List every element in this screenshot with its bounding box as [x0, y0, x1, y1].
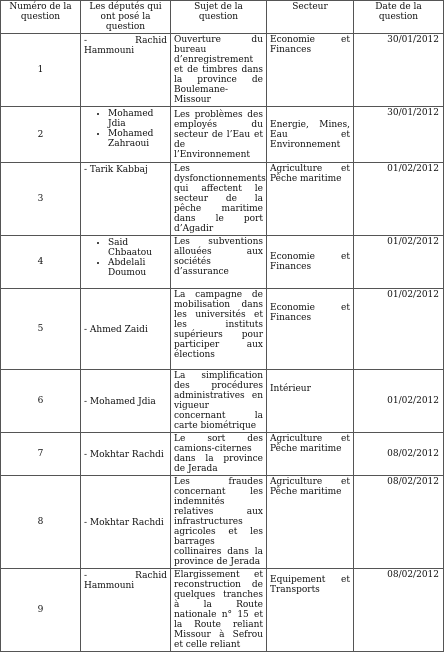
deputes-cell — [81, 34, 171, 107]
table-row — [1, 289, 444, 370]
depute-name: - Mokhtar Rachdi — [84, 517, 164, 528]
deputes-cell — [81, 433, 171, 476]
deputes-cell — [81, 569, 171, 652]
date-cell: 01/02/2012 — [354, 289, 444, 370]
question-number: 1 — [1, 34, 81, 107]
depute-name: - Rachid Hammouni — [84, 571, 167, 591]
depute-name: • Abdelali Doumou — [108, 258, 167, 278]
depute-name: • Mohamed Zahraoui — [108, 129, 167, 149]
question-number: 8 — [1, 476, 81, 569]
header-sujet: Sujet de la question — [171, 1, 267, 34]
deputes-cell — [81, 236, 171, 289]
subject-cell: La simplification des procédures administratives en vigueur concernant la carte biométrique — [171, 370, 267, 433]
subject-cell: Les fraudes concernant les indemnités relatives aux infrastructures agricoles et les barrages collinaires dans la province de Jerada — [171, 476, 267, 569]
depute-name: - Mohamed Jdia — [84, 396, 156, 407]
table-row — [1, 34, 444, 107]
sector-cell: Economie et Finances — [267, 34, 354, 107]
sector-cell: Equipement et Transports — [267, 569, 354, 652]
table-row — [1, 476, 444, 569]
table-row — [1, 569, 444, 652]
date-cell: 30/01/2012 — [354, 34, 444, 107]
question-number: 5 — [1, 289, 81, 370]
depute-name: - Mokhtar Rachdi — [84, 449, 164, 460]
header-num: Numéro de la question — [1, 1, 81, 34]
date-cell: 08/02/2012 — [354, 433, 444, 476]
header-secteur: Secteur — [267, 1, 354, 34]
question-number: 2 — [1, 107, 81, 163]
depute-name: • Mohamed Jdia — [108, 109, 167, 129]
deputes-cell — [81, 289, 171, 370]
table-row — [1, 236, 444, 289]
subject-cell: Les dysfonctionnements qui affectent le secteur de la pêche maritime dans le port d’Agadir — [171, 163, 267, 236]
deputes-list — [84, 109, 167, 149]
deputes-cell — [81, 476, 171, 569]
sector-cell: Agriculture et Pêche maritime — [267, 433, 354, 476]
subject-cell: Elargissement et reconstruction de quelques tranches à la Route nationale n° 15 et la Route reliant Missour à Sefrou et celle reliant — [171, 569, 267, 652]
question-number: 6 — [1, 370, 81, 433]
depute-name: • Said Chbaatou — [108, 238, 167, 258]
header-deputes: Les députés qui ont posé la question — [81, 1, 171, 34]
question-number: 4 — [1, 236, 81, 289]
subject-cell: Les subventions allouées aux sociétés d’assurance — [171, 236, 267, 289]
deputes-cell — [81, 107, 171, 163]
table-row — [1, 433, 444, 476]
sector-cell: Economie et Finances — [267, 289, 354, 370]
subject-cell: Les problèmes des employés du secteur de l’Eau et de l’Environnement — [171, 107, 267, 163]
question-number: 9 — [1, 569, 81, 652]
sector-cell: Agriculture et Pêche maritime — [267, 476, 354, 569]
table-row — [1, 107, 444, 163]
date-cell: 08/02/2012 — [354, 569, 444, 652]
subject-cell: Le sort des camions-citernes dans la province de Jerada — [171, 433, 267, 476]
subject-cell: Ouverture du bureau d’enregistrement et de timbres dans la province de Boulemane-Missour — [171, 34, 267, 107]
depute-name: - Tarik Kabbaj — [84, 165, 148, 175]
depute-name: - Rachid Hammouni — [84, 36, 167, 56]
sector-cell: Intérieur — [267, 370, 354, 433]
header-row — [1, 1, 444, 34]
table-row — [1, 370, 444, 433]
sector-cell: Agriculture et Pêche maritime — [267, 163, 354, 236]
date-cell: 01/02/2012 — [354, 236, 444, 289]
deputes-cell — [81, 163, 171, 236]
date-cell: 30/01/2012 — [354, 107, 444, 163]
table-row — [1, 163, 444, 236]
depute-name: - Ahmed Zaidi — [84, 324, 148, 335]
header-date: Date de la question — [354, 1, 444, 34]
sector-cell: Economie et Finances — [267, 236, 354, 289]
date-cell: 08/02/2012 — [354, 476, 444, 569]
date-cell: 01/02/2012 — [354, 370, 444, 433]
question-number: 3 — [1, 163, 81, 236]
date-cell: 01/02/2012 — [354, 163, 444, 236]
deputes-cell — [81, 370, 171, 433]
subject-cell: La campagne de mobilisation dans les universités et les instituts supérieurs pour participer aux élections — [171, 289, 267, 370]
deputes-list — [84, 238, 167, 278]
question-number: 7 — [1, 433, 81, 476]
sector-cell: Energie, Mines, Eau et Environnement — [267, 107, 354, 163]
